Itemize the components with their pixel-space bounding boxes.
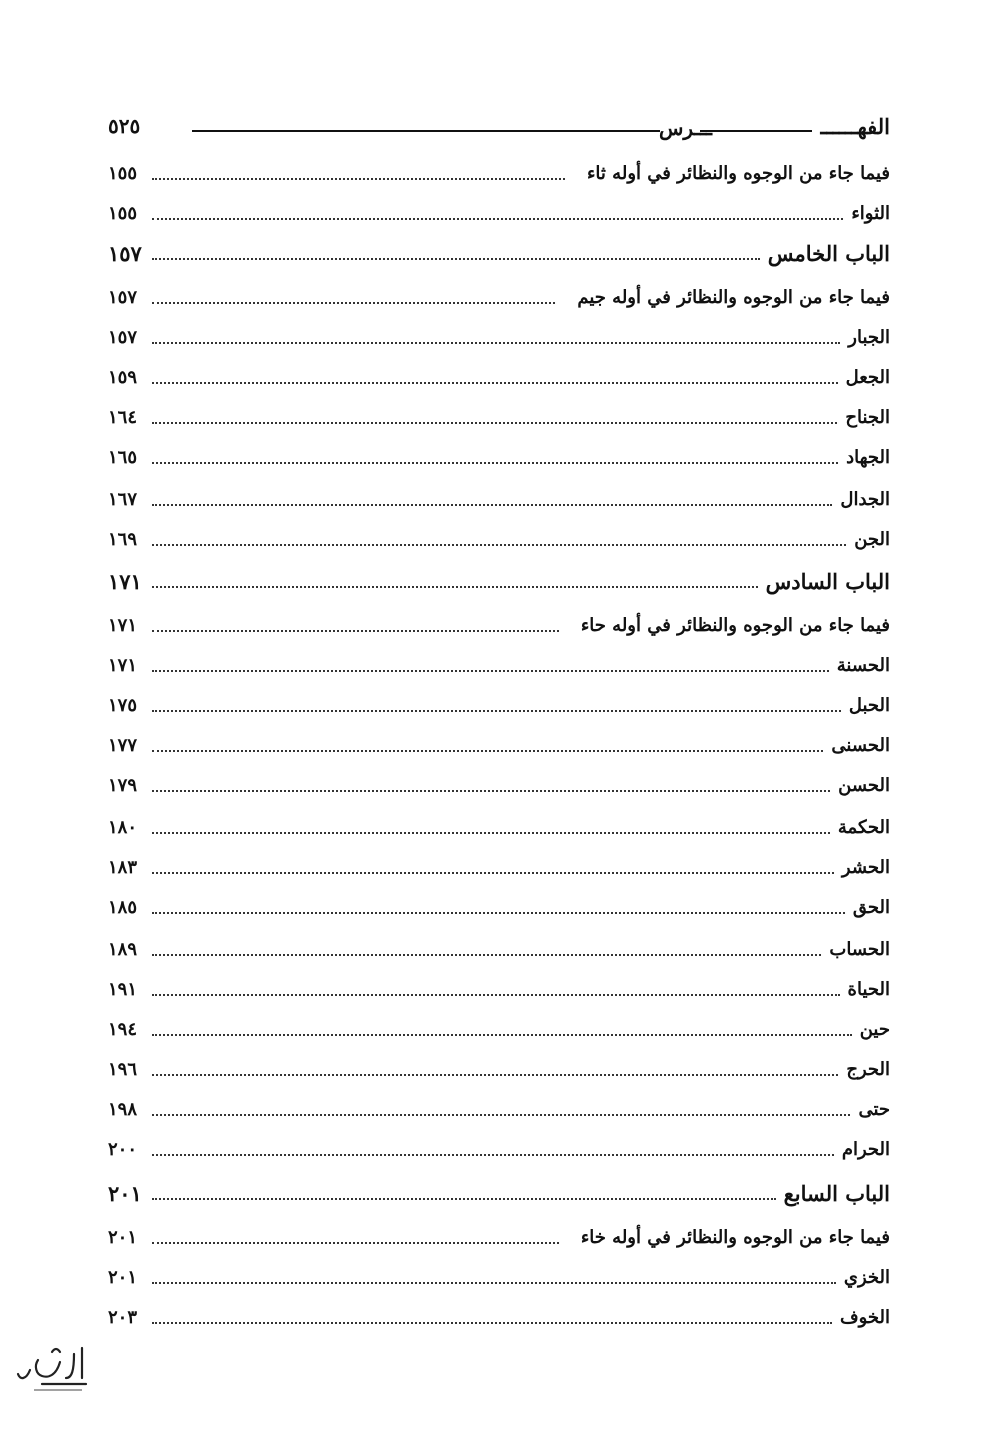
index-entry <box>108 806 890 840</box>
entry-page-number: ١٧١ <box>108 655 138 676</box>
index-entry <box>108 968 890 1002</box>
dot-leader <box>152 422 837 424</box>
chapter-entry <box>108 560 890 594</box>
dot-leader <box>152 954 821 956</box>
entry-page-number: ١٧١ <box>108 615 138 636</box>
entry-label: الثواء <box>851 203 890 224</box>
entry-label: الحق <box>852 897 890 918</box>
index-entry <box>108 436 890 470</box>
entry-page-number: ١٦٩ <box>108 529 138 550</box>
entry-label: فيما جاء من الوجوه والنظائر في أوله جيم <box>577 287 890 308</box>
entry-label: الحسن <box>838 775 890 796</box>
entry-label: الحرج <box>846 1059 890 1080</box>
index-entry <box>108 1296 890 1330</box>
chapter-entry <box>108 232 890 266</box>
dot-leader <box>152 504 832 506</box>
index-entry <box>108 1128 890 1162</box>
entry-page-number: ١٥٧ <box>108 287 138 308</box>
dot-leader <box>152 1242 559 1244</box>
entry-page-number: ١٨٣ <box>108 857 138 878</box>
index-entry <box>108 928 890 962</box>
section-intro-entry <box>108 604 890 638</box>
entry-label: الخوف <box>839 1307 890 1328</box>
entry-label: الحسنى <box>831 735 890 756</box>
index-entry <box>108 192 890 226</box>
entry-page-number: ٢٠١ <box>108 1267 138 1288</box>
entry-label: الحكمة <box>837 817 890 838</box>
entry-label: الجناح <box>845 407 890 428</box>
dot-leader <box>152 1322 832 1324</box>
index-entry <box>108 356 890 390</box>
index-entry <box>108 886 890 920</box>
index-entry <box>108 316 890 350</box>
entry-label: الجبار <box>848 327 890 348</box>
entry-page-number: ١٧٥ <box>108 695 138 716</box>
entry-page-number: ١٦٤ <box>108 407 138 428</box>
dot-leader <box>152 302 555 304</box>
dot-leader <box>152 710 841 712</box>
entry-label: فيما جاء من الوجوه والنظائر في أوله ثاء <box>586 163 890 184</box>
entry-page-number: ١٩٦ <box>108 1059 138 1080</box>
dot-leader <box>152 1034 852 1036</box>
index-entry <box>108 1256 890 1290</box>
index-entry <box>108 1088 890 1122</box>
entry-page-number: ١٧٧ <box>108 735 138 756</box>
entry-label: حتى <box>858 1099 890 1120</box>
entry-page-number: ٢٠١ <box>108 1227 138 1248</box>
page-header <box>108 108 890 142</box>
section-intro-entry <box>108 152 890 186</box>
chapter-entry <box>108 1172 890 1206</box>
dot-leader <box>152 342 840 344</box>
entry-page-number: ١٨٥ <box>108 897 138 918</box>
index-entry <box>108 644 890 678</box>
index-entry <box>108 724 890 758</box>
header-title-end: ـــرس <box>658 116 712 140</box>
dot-leader <box>152 544 846 546</box>
entry-page-number: ١٩١ <box>108 979 138 1000</box>
entry-label: الحبل <box>848 695 890 716</box>
entry-page-number: ١٨٩ <box>108 939 138 960</box>
section-intro-entry <box>108 276 890 310</box>
dot-leader <box>152 1114 850 1116</box>
index-entry <box>108 1048 890 1082</box>
entry-label: فيما جاء من الوجوه والنظائر في أوله حاء <box>580 615 890 636</box>
dot-leader <box>152 670 829 672</box>
entry-page-number: ٢٠٠ <box>108 1139 138 1160</box>
entry-label: الباب السادس <box>765 569 890 594</box>
entry-label: الحساب <box>829 939 890 960</box>
index-entry <box>108 1008 890 1042</box>
header-rule <box>192 130 812 132</box>
entry-label: فيما جاء من الوجوه والنظائر في أوله خاء <box>580 1227 890 1248</box>
dot-leader <box>152 1282 836 1284</box>
entry-label: الخزي <box>843 1267 890 1288</box>
dot-leader <box>152 1074 838 1076</box>
entry-label: الحرام <box>841 1139 890 1160</box>
dot-leader <box>152 218 843 220</box>
entry-label: الجعل <box>845 367 890 388</box>
entry-label: الباب السابع <box>783 1181 890 1206</box>
dot-leader <box>152 178 565 180</box>
entry-page-number: ١٥٥ <box>108 163 138 184</box>
entry-page-number: ١٩٨ <box>108 1099 138 1120</box>
entry-label: الحياة <box>847 979 890 1000</box>
entry-page-number: ١٦٧ <box>108 489 138 510</box>
index-entry <box>108 684 890 718</box>
header-title: الفهــــــ <box>820 114 890 139</box>
entry-page-number: ١٥٥ <box>108 203 138 224</box>
entry-label: حين <box>859 1019 890 1040</box>
entry-page-number: ١٧٩ <box>108 775 138 796</box>
index-entry <box>108 518 890 552</box>
dot-leader <box>152 790 830 792</box>
entry-page-number: ١٥٧ <box>108 241 142 266</box>
index-entry <box>108 764 890 798</box>
dot-leader <box>152 750 823 752</box>
dot-leader <box>152 872 834 874</box>
dot-leader <box>152 630 559 632</box>
entry-label: الحشر <box>841 857 890 878</box>
entry-label: الجن <box>854 529 890 550</box>
index-entry <box>108 478 890 512</box>
entry-label: الباب الخامس <box>767 241 890 266</box>
dot-leader <box>152 912 845 914</box>
dot-leader <box>152 994 840 996</box>
section-intro-entry <box>108 1216 890 1250</box>
entry-page-number: ١٥٩ <box>108 367 138 388</box>
dot-leader <box>152 1154 834 1156</box>
page-number: ٥٢٥ <box>108 114 141 138</box>
entry-label: الحسنة <box>836 655 890 676</box>
entry-page-number: ١٥٧ <box>108 327 138 348</box>
entry-page-number: ٢٠٣ <box>108 1307 138 1328</box>
dot-leader <box>152 258 760 260</box>
index-entry <box>108 396 890 430</box>
dot-leader <box>152 832 830 834</box>
publisher-logo <box>12 1340 90 1396</box>
dot-leader <box>152 586 758 588</box>
index-entry <box>108 846 890 880</box>
entry-label: الجدال <box>840 489 890 510</box>
entry-page-number: ١٧١ <box>108 569 142 594</box>
entry-label: الجهاد <box>846 447 890 468</box>
entry-page-number: ١٦٥ <box>108 447 138 468</box>
dot-leader <box>152 1198 776 1200</box>
entry-page-number: ٢٠١ <box>108 1181 142 1206</box>
dot-leader <box>152 382 838 384</box>
entry-page-number: ١٩٤ <box>108 1019 138 1040</box>
dot-leader <box>152 462 838 464</box>
entry-page-number: ١٨٠ <box>108 817 138 838</box>
